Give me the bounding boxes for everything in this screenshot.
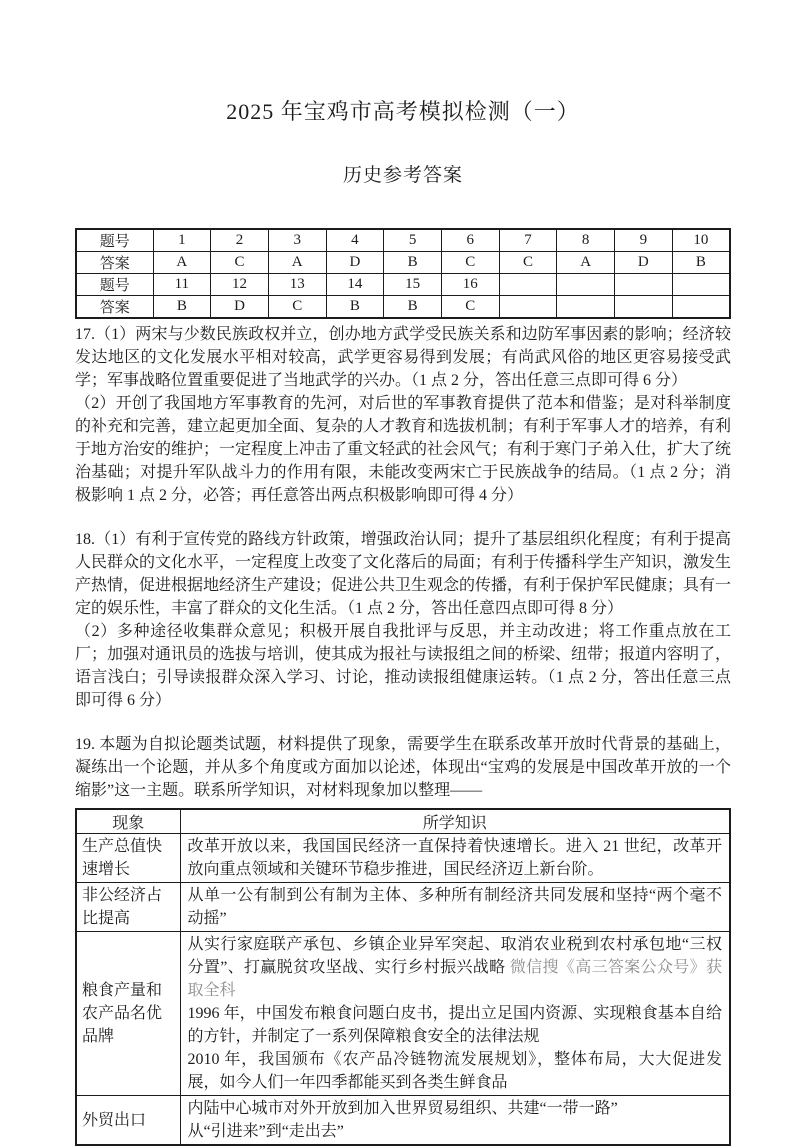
answer-letter-cell: D [211,296,269,319]
knowledge-text: 从“引进来”到“走出去” [187,1123,344,1140]
answer-letter-cell [557,296,615,319]
question-number-cell: 3 [268,229,326,252]
question-number-cell: 2 [211,229,269,252]
phenomenon-cell: 外贸出口 [76,1096,180,1146]
phenomenon-cell: 非公经济占比提高 [76,883,180,932]
question-number-cell [499,274,557,296]
knowledge-text: 从单一公有制到公有制为主体、多种所有制经济共同发展和坚持“两个毫不动摇” [187,887,722,927]
question-number-cell: 10 [672,229,730,252]
answer-letter-cell: C [441,252,499,274]
page-subtitle: 历史参考答案 [342,165,463,186]
knowledge-text-segment: 从实行家庭联产承包、乡镇企业异军突起、取消农业税到农村承包地“三权分置”、打赢脱贫攻坚战、实行乡村振兴战略 [187,936,722,976]
answer-key-row [76,274,730,296]
knowledge-cell [180,1096,730,1146]
knowledge-row [76,834,730,883]
knowledge-text: 2010 年，我国颁布《农产品冷链物流发展规划》，整体布局，大大促进发展，如今人们一年四季都能买到各类生鲜食品 [187,1051,722,1091]
row-label-cell: 题号 [76,274,153,296]
answer-letter-cell [499,296,557,319]
knowledge-text [188,933,723,1002]
knowledge-text: 1996 年，中国发布粮食问题白皮书，提出立足国内资源、实现粮食基本自给的方针，并制定了一系列保障粮食安全的法律法规 [187,1005,722,1045]
answer-key-row [76,296,730,319]
row-label-cell: 题号 [76,229,153,252]
answer-letter-cell: C [268,296,326,319]
answer-letter-cell: D [326,252,384,274]
page-title: 2025 年宝鸡市高考模拟检测（一） [226,99,580,124]
answer-key-row [76,252,730,274]
question-number-cell: 4 [326,229,384,252]
answer-letter-cell: A [153,252,211,274]
row-label-cell: 答案 [76,252,153,274]
answer-letter-cell: B [326,296,384,319]
question-number-cell: 12 [211,274,269,296]
question-number-cell [672,274,730,296]
q19-answer-intro: 19. 本题为自拟论题类试题，材料提供了现象，需要学生在联系改革开放时代背景的基础上，凝练出一个论题，并从多个角度或方面加以论述，体现出“宝鸡的发展是中国改革开放的一个缩影”这一主题。联系所学知识，对材料现象加以整理—— [75,736,731,799]
knowledge-header-row [76,809,730,834]
q18-part2-answer: （2）多种途径收集群众意见；积极开展自我批评与反思，并主动改进；将工作重点放在工厂；加强对通讯员的选拔与培训，使其成为报社与读报组之间的桥梁、纽带；报道内容明了，语言浅白；引导读报群众深入学习、讨论，推动读报组健康运转。（1 点 2 分，答出任意三点即可得 6 分） [75,623,732,709]
answer-letter-cell: C [441,296,499,319]
watermark-text: 微信搜《高三答案公众号》获取全科 [187,959,722,999]
phenomenon-header-cell: 现象 [76,809,180,834]
knowledge-table [75,808,731,1146]
answer-letter-cell: A [557,252,615,274]
knowledge-cell [180,834,730,883]
question-number-cell: 14 [326,274,384,296]
answer-letter-cell [615,296,673,319]
knowledge-cell [180,883,730,932]
knowledge-row [76,932,730,1096]
knowledge-row [76,883,730,932]
question-number-cell: 6 [441,229,499,252]
question-18-answer [75,528,731,712]
answer-letter-cell [672,296,730,319]
question-number-cell: 16 [441,274,499,296]
answer-letter-cell: C [211,252,269,274]
answer-letter-cell: D [615,252,673,274]
phenomenon-cell: 粮食产量和农产品名优品牌 [76,932,180,1096]
question-number-cell: 9 [615,229,673,252]
knowledge-text: 内陆中心城市对外开放到加入世界贸易组织、共建“一带一路” [187,1100,618,1117]
answer-letter-cell: C [499,252,557,274]
question-number-cell [615,274,673,296]
phenomenon-cell: 生产总值快速增长 [76,834,180,883]
question-number-cell: 5 [384,229,442,252]
question-number-cell: 1 [153,229,211,252]
answer-letter-cell: B [672,252,730,274]
answer-letter-cell: B [153,296,211,319]
knowledge-cell [180,932,730,1096]
answer-letter-cell: A [268,252,326,274]
q17-part2-answer: （2）开创了我国地方军事教育的先河，对后世的军事教育提供了范本和借鉴；是对科举制度的补充和完善，建立起更加全面、复杂的人才教育和选拔机制；有利于军事人才的培养，有利于地方治安的维护；一定程度上冲击了重文轻武的社会风气；有利于寒门子弟入仕，扩大了统治基础；对提升军队战斗力的作用有限，未能改变两宋亡于民族战争的结局。（1 点 2 分；消极影响 1 点 2 分，必答；再任意答出两点积极影响即可得 4 分） [75,395,732,504]
question-number-cell: 7 [499,229,557,252]
question-number-cell: 13 [268,274,326,296]
knowledge-row [76,1096,730,1146]
row-label-cell: 答案 [76,296,153,319]
knowledge-text: 改革开放以来，我国国民经济一直保持着快速增长。进入 21 世纪，改革开放向重点领域和关键环节稳步推进，国民经济迈上新台阶。 [187,838,722,878]
knowledge-header-cell: 所学知识 [180,809,730,834]
q18-part1-answer: 18.（1）有利于宣传党的路线方针政策，增强政治认同；提升了基层组织化程度；有利于提高人民群众的文化水平，一定程度上改变了文化落后的局面；有利于传播科学生产知识，激发生产热情，促进根据地经济生产建设；促进公共卫生观念的传播，有利于保护军民健康；具有一定的娱乐性，丰富了群众的文化生活。（1 点 2 分，答出任意四点即可得 8 分） [75,531,732,617]
q17-part1-answer: 17.（1）两宋与少数民族政权并立，创办地方武学受民族关系和边防军事因素的影响；经济较发达地区的文化发展水平相对较高，武学更容易得到发展；有尚武风俗的地区更容易接受武学；军事战略位置重要促进了当地武学的兴办。（1 点 2 分，答出任意三点即可得 6 分） [75,326,731,389]
answer-key-table [75,228,731,319]
free-response-answers [75,323,731,802]
question-number-cell: 11 [153,274,211,296]
question-19-answer [75,733,731,802]
question-17-answer [75,323,731,507]
question-number-cell [557,274,615,296]
question-number-cell: 8 [557,229,615,252]
answer-key-row [76,229,730,252]
answer-letter-cell: B [384,252,442,274]
answer-letter-cell: B [384,296,442,319]
question-number-cell: 15 [384,274,442,296]
